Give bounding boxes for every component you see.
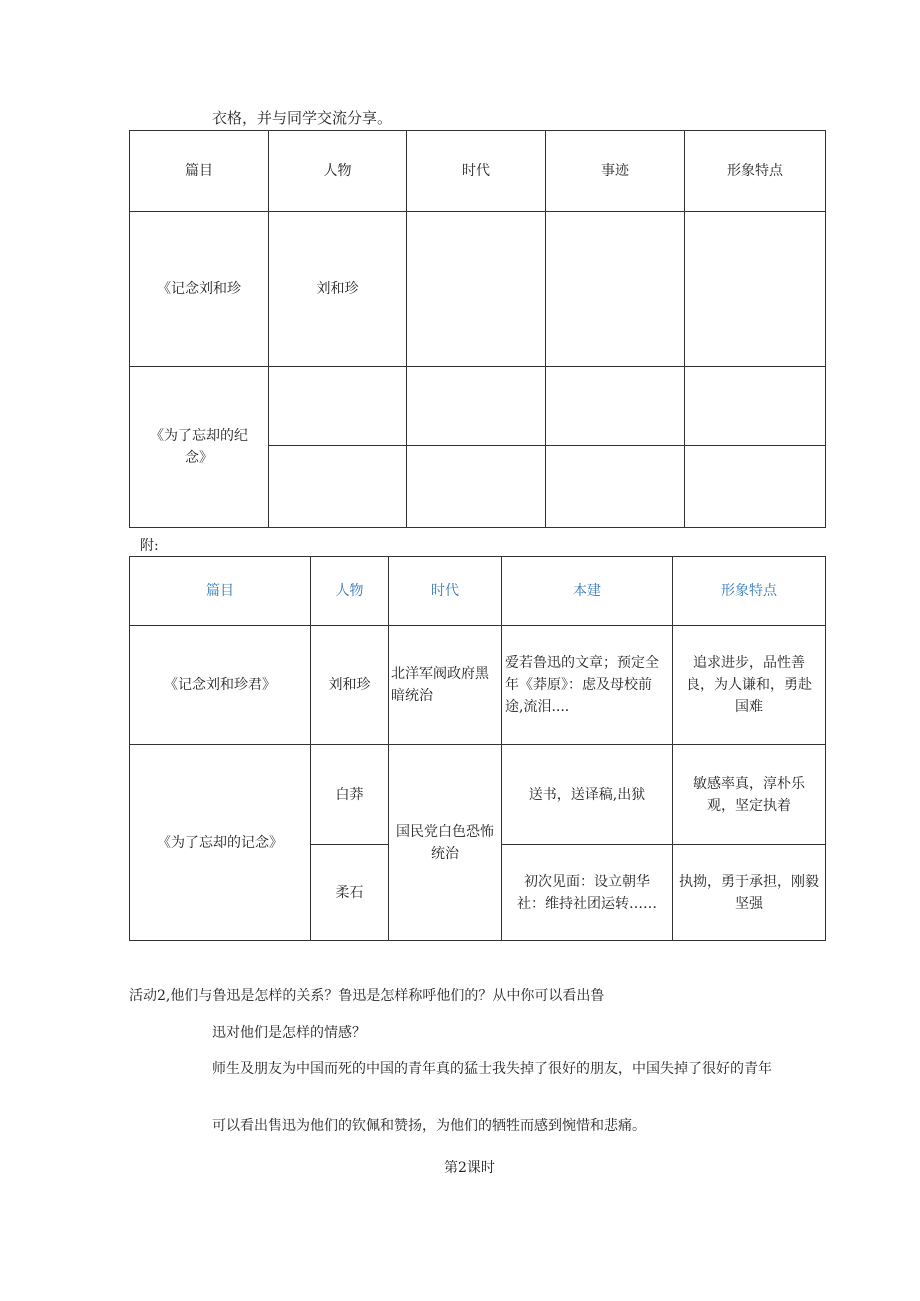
era-cell: 北洋军阀政府黑暗统治 xyxy=(389,626,502,745)
header-cell: 时代 xyxy=(389,557,502,626)
empty-cell xyxy=(685,446,826,528)
empty-cell xyxy=(546,367,685,446)
character-table-answers xyxy=(129,556,826,941)
header-cell: 人物 xyxy=(269,131,407,212)
character-table-blank xyxy=(129,130,826,528)
appendix-label: 附: xyxy=(140,538,159,554)
person-cell: 白莽 xyxy=(311,745,389,845)
header-cell: 形象特点 xyxy=(673,557,826,626)
title-cell: 《记念刘和珍 xyxy=(130,212,269,367)
empty-cell xyxy=(685,212,826,367)
table-header-row xyxy=(130,131,826,212)
title-cell: 《为了忘却的纪念》 xyxy=(130,367,269,528)
header-cell: 事迹 xyxy=(546,131,685,212)
intro-text: 衣格，并与同学交流分享。 xyxy=(212,109,393,127)
table-row xyxy=(130,745,826,845)
deeds-cell: 送书，送译稿,出狱 xyxy=(502,745,673,845)
header-cell: 本建 xyxy=(502,557,673,626)
table-row xyxy=(130,626,826,745)
empty-cell xyxy=(685,367,826,446)
era-cell: 国民党白色恐怖统治 xyxy=(389,745,502,941)
empty-cell xyxy=(407,367,546,446)
traits-cell: 追求进步，品性善良，为人谦和，勇赴国难 xyxy=(673,626,826,745)
activity-question-line2: 迅对他们是怎样的情感？ xyxy=(212,1025,366,1041)
empty-cell xyxy=(269,446,407,528)
empty-cell xyxy=(407,212,546,367)
header-cell: 篇目 xyxy=(130,557,311,626)
empty-cell xyxy=(269,367,407,446)
header-cell: 人物 xyxy=(311,557,389,626)
table-row xyxy=(130,212,826,367)
person-cell: 柔石 xyxy=(311,845,389,941)
empty-cell xyxy=(546,212,685,367)
activity-answer-1: 师生及朋友为中国而死的中国的青年真的猛士我失掉了很好的朋友，中国失掉了很好的青年 xyxy=(212,1061,772,1077)
header-cell: 形象特点 xyxy=(685,131,826,212)
deeds-cell: 爱若鲁迅的文章；预定全年《莽原》：虑及母校前途,流泪.... xyxy=(502,626,673,745)
person-cell: 刘和珍 xyxy=(311,626,389,745)
traits-cell: 执拗，勇于承担，刚毅坚强 xyxy=(673,845,826,941)
person-cell: 刘和珍 xyxy=(269,212,407,367)
empty-cell xyxy=(546,446,685,528)
header-cell: 时代 xyxy=(407,131,546,212)
table-header-row xyxy=(130,557,826,626)
deeds-cell: 初次见面：设立朝华社：维持社团运转…… xyxy=(502,845,673,941)
table-row xyxy=(130,367,826,446)
traits-cell: 敏感率真，淳朴乐观，坚定执着 xyxy=(673,745,826,845)
header-cell: 篇目 xyxy=(130,131,269,212)
title-cell: 《为了忘却的记念》 xyxy=(130,745,311,941)
empty-cell xyxy=(407,446,546,528)
activity-question-line1: 活动2,他们与鲁迅是怎样的关系？鲁迅是怎样称呼他们的？从中你可以看出鲁 xyxy=(129,988,605,1004)
title-cell: 《记念刘和珍君》 xyxy=(130,626,311,745)
activity-answer-2: 可以看出售迅为他们的钦佩和赞扬，为他们的牺牲而感到惋惜和悲痛。 xyxy=(212,1118,646,1134)
lesson-title: 第2课时 xyxy=(444,1160,495,1176)
